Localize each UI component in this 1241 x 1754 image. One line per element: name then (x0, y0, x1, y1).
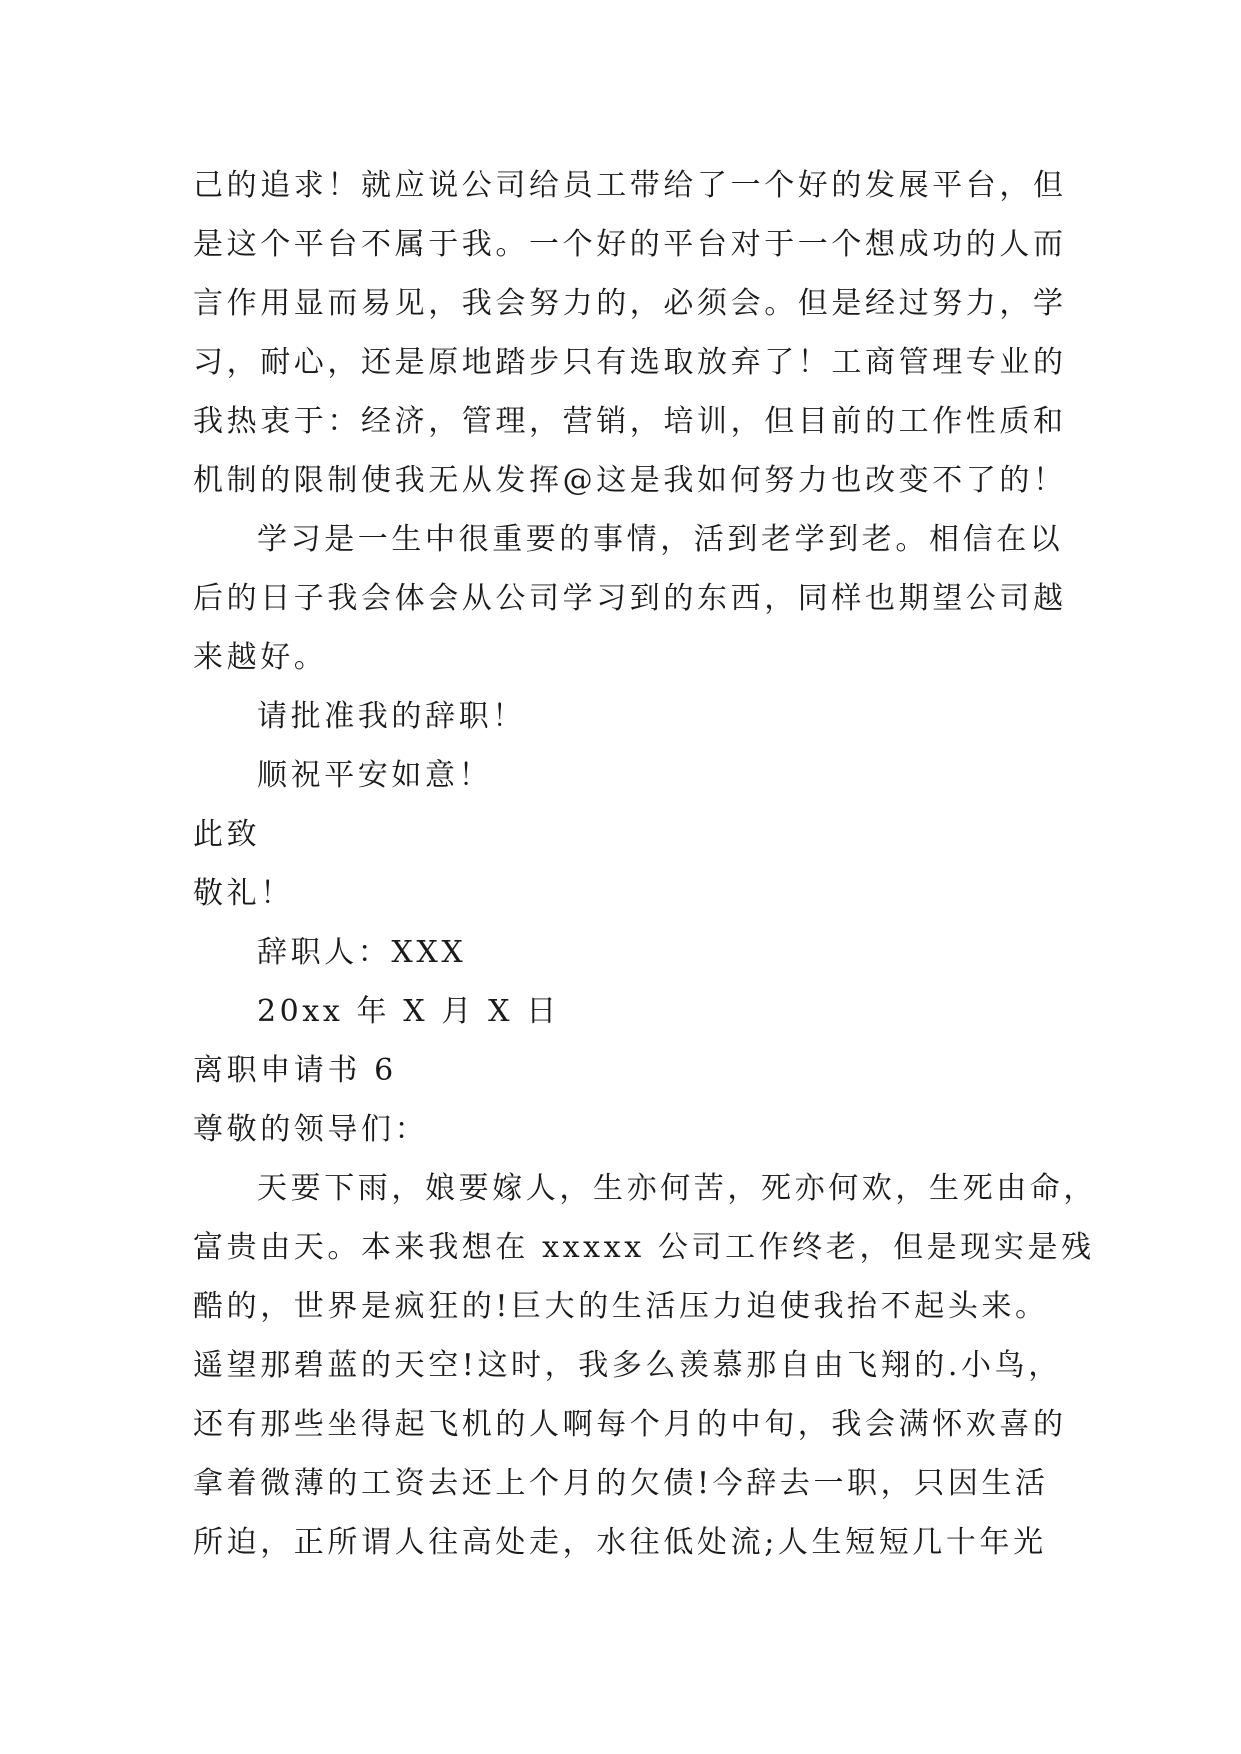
text-line: 机制的限制使我无从发挥@这是我如何努力也改变不了的！ (193, 463, 1067, 498)
date-line: 20xx 年 X 月 X 日 (257, 994, 560, 1029)
signature-line: 辞职人：XXX (257, 935, 467, 970)
closing-salutation: 此致 (193, 817, 261, 852)
text-line: 拿着微薄的工资去还上个月的欠债!今辞去一职，只因生活 (193, 1466, 1049, 1501)
text-line: 富贵由天。本来我想在 xxxxx 公司工作终老，但是现实是残 (193, 1230, 1095, 1265)
text-line: 是这个平台不属于我。一个好的平台对于一个想成功的人而 (193, 227, 1067, 262)
text-line: 酷的，世界是疯狂的!巨大的生活压力迫使我抬不起头来。 (193, 1289, 1049, 1324)
paragraph-start-line: 天要下雨，娘要嫁人，生亦何苦，死亦何欢，生死由命， (257, 1171, 1097, 1206)
wishes-line: 顺祝平安如意！ (257, 758, 493, 793)
closing-regards: 敬礼！ (193, 876, 294, 911)
request-line: 请批准我的辞职！ (257, 699, 526, 734)
text-line: 还有那些坐得起飞机的人啊每个月的中旬，我会满怀欢喜的 (193, 1407, 1067, 1442)
section-title: 离职申请书 6 (193, 1053, 397, 1088)
text-line: 己的追求！就应说公司给员工带给了一个好的发展平台，但 (193, 168, 1067, 203)
text-line: 言作用显而易见，我会努力的，必须会。但是经过努力，学 (193, 286, 1067, 321)
text-line: 习，耐心，还是原地踏步只有选取放弃了！工商管理专业的 (193, 345, 1067, 380)
text-line: 来越好。 (193, 640, 328, 675)
text-line: 所迫，正所谓人往高处走，水往低处流;人生短短几十年光 (193, 1525, 1047, 1560)
greeting-line: 尊敬的领导们： (193, 1112, 429, 1147)
text-line: 后的日子我会体会从公司学习到的东西，同样也期望公司越 (193, 581, 1067, 616)
text-line: 我热衷于：经济，管理，营销，培训，但目前的工作性质和 (193, 404, 1067, 439)
paragraph-start-line: 学习是一生中很重要的事情，活到老学到老。相信在以 (257, 522, 1064, 557)
letter-body (193, 156, 1097, 1572)
text-line: 遥望那碧蓝的天空!这时，我多么羡慕那自由飞翔的.小鸟， (193, 1348, 1062, 1383)
